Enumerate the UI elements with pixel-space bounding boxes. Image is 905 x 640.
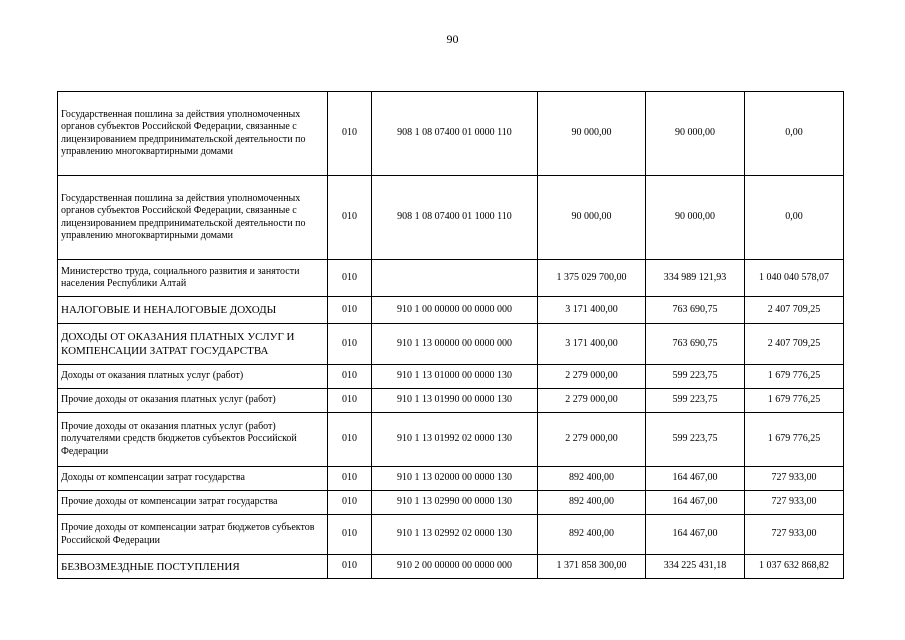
row-executed: 599 223,75 — [646, 365, 745, 389]
row-code: 010 — [328, 491, 372, 515]
row-kbk: 910 1 13 01000 00 0000 130 — [372, 365, 538, 389]
row-kbk — [372, 260, 538, 297]
row-name: Прочие доходы от оказания платных услуг (работ) — [58, 389, 328, 413]
row-executed: 763 690,75 — [646, 297, 745, 324]
row-approved: 90 000,00 — [538, 176, 646, 260]
row-executed: 90 000,00 — [646, 176, 745, 260]
row-unexecuted: 1 679 776,25 — [745, 389, 844, 413]
row-name: Государственная пошлина за действия уполномоченных органов субъектов Российской Федерации, связанные с лицензированием предпринимательской деятельности по управлению многоквартирными домами — [58, 92, 328, 176]
row-approved: 2 279 000,00 — [538, 389, 646, 413]
row-unexecuted: 0,00 — [745, 92, 844, 176]
row-executed: 763 690,75 — [646, 324, 745, 365]
row-unexecuted: 1 679 776,25 — [745, 413, 844, 467]
row-kbk: 910 1 13 02990 00 0000 130 — [372, 491, 538, 515]
table-row — [58, 365, 844, 389]
row-code: 010 — [328, 389, 372, 413]
row-approved: 3 171 400,00 — [538, 324, 646, 365]
table-row — [58, 491, 844, 515]
row-kbk: 910 1 00 00000 00 0000 000 — [372, 297, 538, 324]
row-executed: 599 223,75 — [646, 389, 745, 413]
table-row — [58, 413, 844, 467]
row-name: Прочие доходы от оказания платных услуг (работ) получателями средств бюджетов субъектов Российской Федерации — [58, 413, 328, 467]
row-approved: 3 171 400,00 — [538, 297, 646, 324]
row-name: Доходы от оказания платных услуг (работ) — [58, 365, 328, 389]
row-unexecuted: 727 933,00 — [745, 467, 844, 491]
row-approved: 2 279 000,00 — [538, 365, 646, 389]
row-executed: 90 000,00 — [646, 92, 745, 176]
row-code: 010 — [328, 324, 372, 365]
row-unexecuted: 2 407 709,25 — [745, 324, 844, 365]
row-kbk: 910 1 13 00000 00 0000 000 — [372, 324, 538, 365]
row-executed: 599 223,75 — [646, 413, 745, 467]
row-kbk: 908 1 08 07400 01 1000 110 — [372, 176, 538, 260]
row-kbk: 910 1 13 01990 00 0000 130 — [372, 389, 538, 413]
table-row — [58, 92, 844, 176]
row-name: БЕЗВОЗМЕЗДНЫЕ ПОСТУПЛЕНИЯ — [58, 555, 328, 579]
row-unexecuted: 1 037 632 868,82 — [745, 555, 844, 579]
row-unexecuted: 1 040 040 578,07 — [745, 260, 844, 297]
page-number: 90 — [446, 32, 459, 46]
row-unexecuted: 2 407 709,25 — [745, 297, 844, 324]
row-approved: 892 400,00 — [538, 467, 646, 491]
row-name: НАЛОГОВЫЕ И НЕНАЛОГОВЫЕ ДОХОДЫ — [58, 297, 328, 324]
row-name: Прочие доходы от компенсации затрат государства — [58, 491, 328, 515]
row-approved: 2 279 000,00 — [538, 413, 646, 467]
row-code: 010 — [328, 555, 372, 579]
row-name: Государственная пошлина за действия уполномоченных органов субъектов Российской Федерации, связанные с лицензированием предпринимательской деятельности по управлению многоквартирными домами — [58, 176, 328, 260]
row-name: ДОХОДЫ ОТ ОКАЗАНИЯ ПЛАТНЫХ УСЛУГ И КОМПЕНСАЦИИ ЗАТРАТ ГОСУДАРСТВА — [58, 324, 328, 365]
row-name: Министерство труда, социального развития и занятости населения Республики Алтай — [58, 260, 328, 297]
row-unexecuted: 727 933,00 — [745, 515, 844, 555]
table-row — [58, 389, 844, 413]
table-row — [58, 467, 844, 491]
row-kbk: 910 1 13 02000 00 0000 130 — [372, 467, 538, 491]
row-code: 010 — [328, 467, 372, 491]
row-kbk: 908 1 08 07400 01 0000 110 — [372, 92, 538, 176]
row-executed: 334 225 431,18 — [646, 555, 745, 579]
row-kbk: 910 1 13 01992 02 0000 130 — [372, 413, 538, 467]
row-approved: 1 371 858 300,00 — [538, 555, 646, 579]
table-row — [58, 324, 844, 365]
budget-income-table — [57, 91, 844, 579]
row-code: 010 — [328, 260, 372, 297]
row-executed: 164 467,00 — [646, 467, 745, 491]
table-row — [58, 297, 844, 324]
row-approved: 90 000,00 — [538, 92, 646, 176]
row-unexecuted: 727 933,00 — [745, 491, 844, 515]
table-row — [58, 555, 844, 579]
row-code: 010 — [328, 176, 372, 260]
row-code: 010 — [328, 297, 372, 324]
row-code: 010 — [328, 365, 372, 389]
row-executed: 164 467,00 — [646, 515, 745, 555]
row-code: 010 — [328, 92, 372, 176]
table-row — [58, 260, 844, 297]
row-executed: 164 467,00 — [646, 491, 745, 515]
row-approved: 892 400,00 — [538, 515, 646, 555]
row-name: Прочие доходы от компенсации затрат бюджетов субъектов Российской Федерации — [58, 515, 328, 555]
row-executed: 334 989 121,93 — [646, 260, 745, 297]
row-code: 010 — [328, 413, 372, 467]
row-kbk: 910 2 00 00000 00 0000 000 — [372, 555, 538, 579]
row-approved: 892 400,00 — [538, 491, 646, 515]
row-approved: 1 375 029 700,00 — [538, 260, 646, 297]
table-row — [58, 515, 844, 555]
row-kbk: 910 1 13 02992 02 0000 130 — [372, 515, 538, 555]
table-row — [58, 176, 844, 260]
row-name: Доходы от компенсации затрат государства — [58, 467, 328, 491]
row-unexecuted: 0,00 — [745, 176, 844, 260]
row-unexecuted: 1 679 776,25 — [745, 365, 844, 389]
row-code: 010 — [328, 515, 372, 555]
